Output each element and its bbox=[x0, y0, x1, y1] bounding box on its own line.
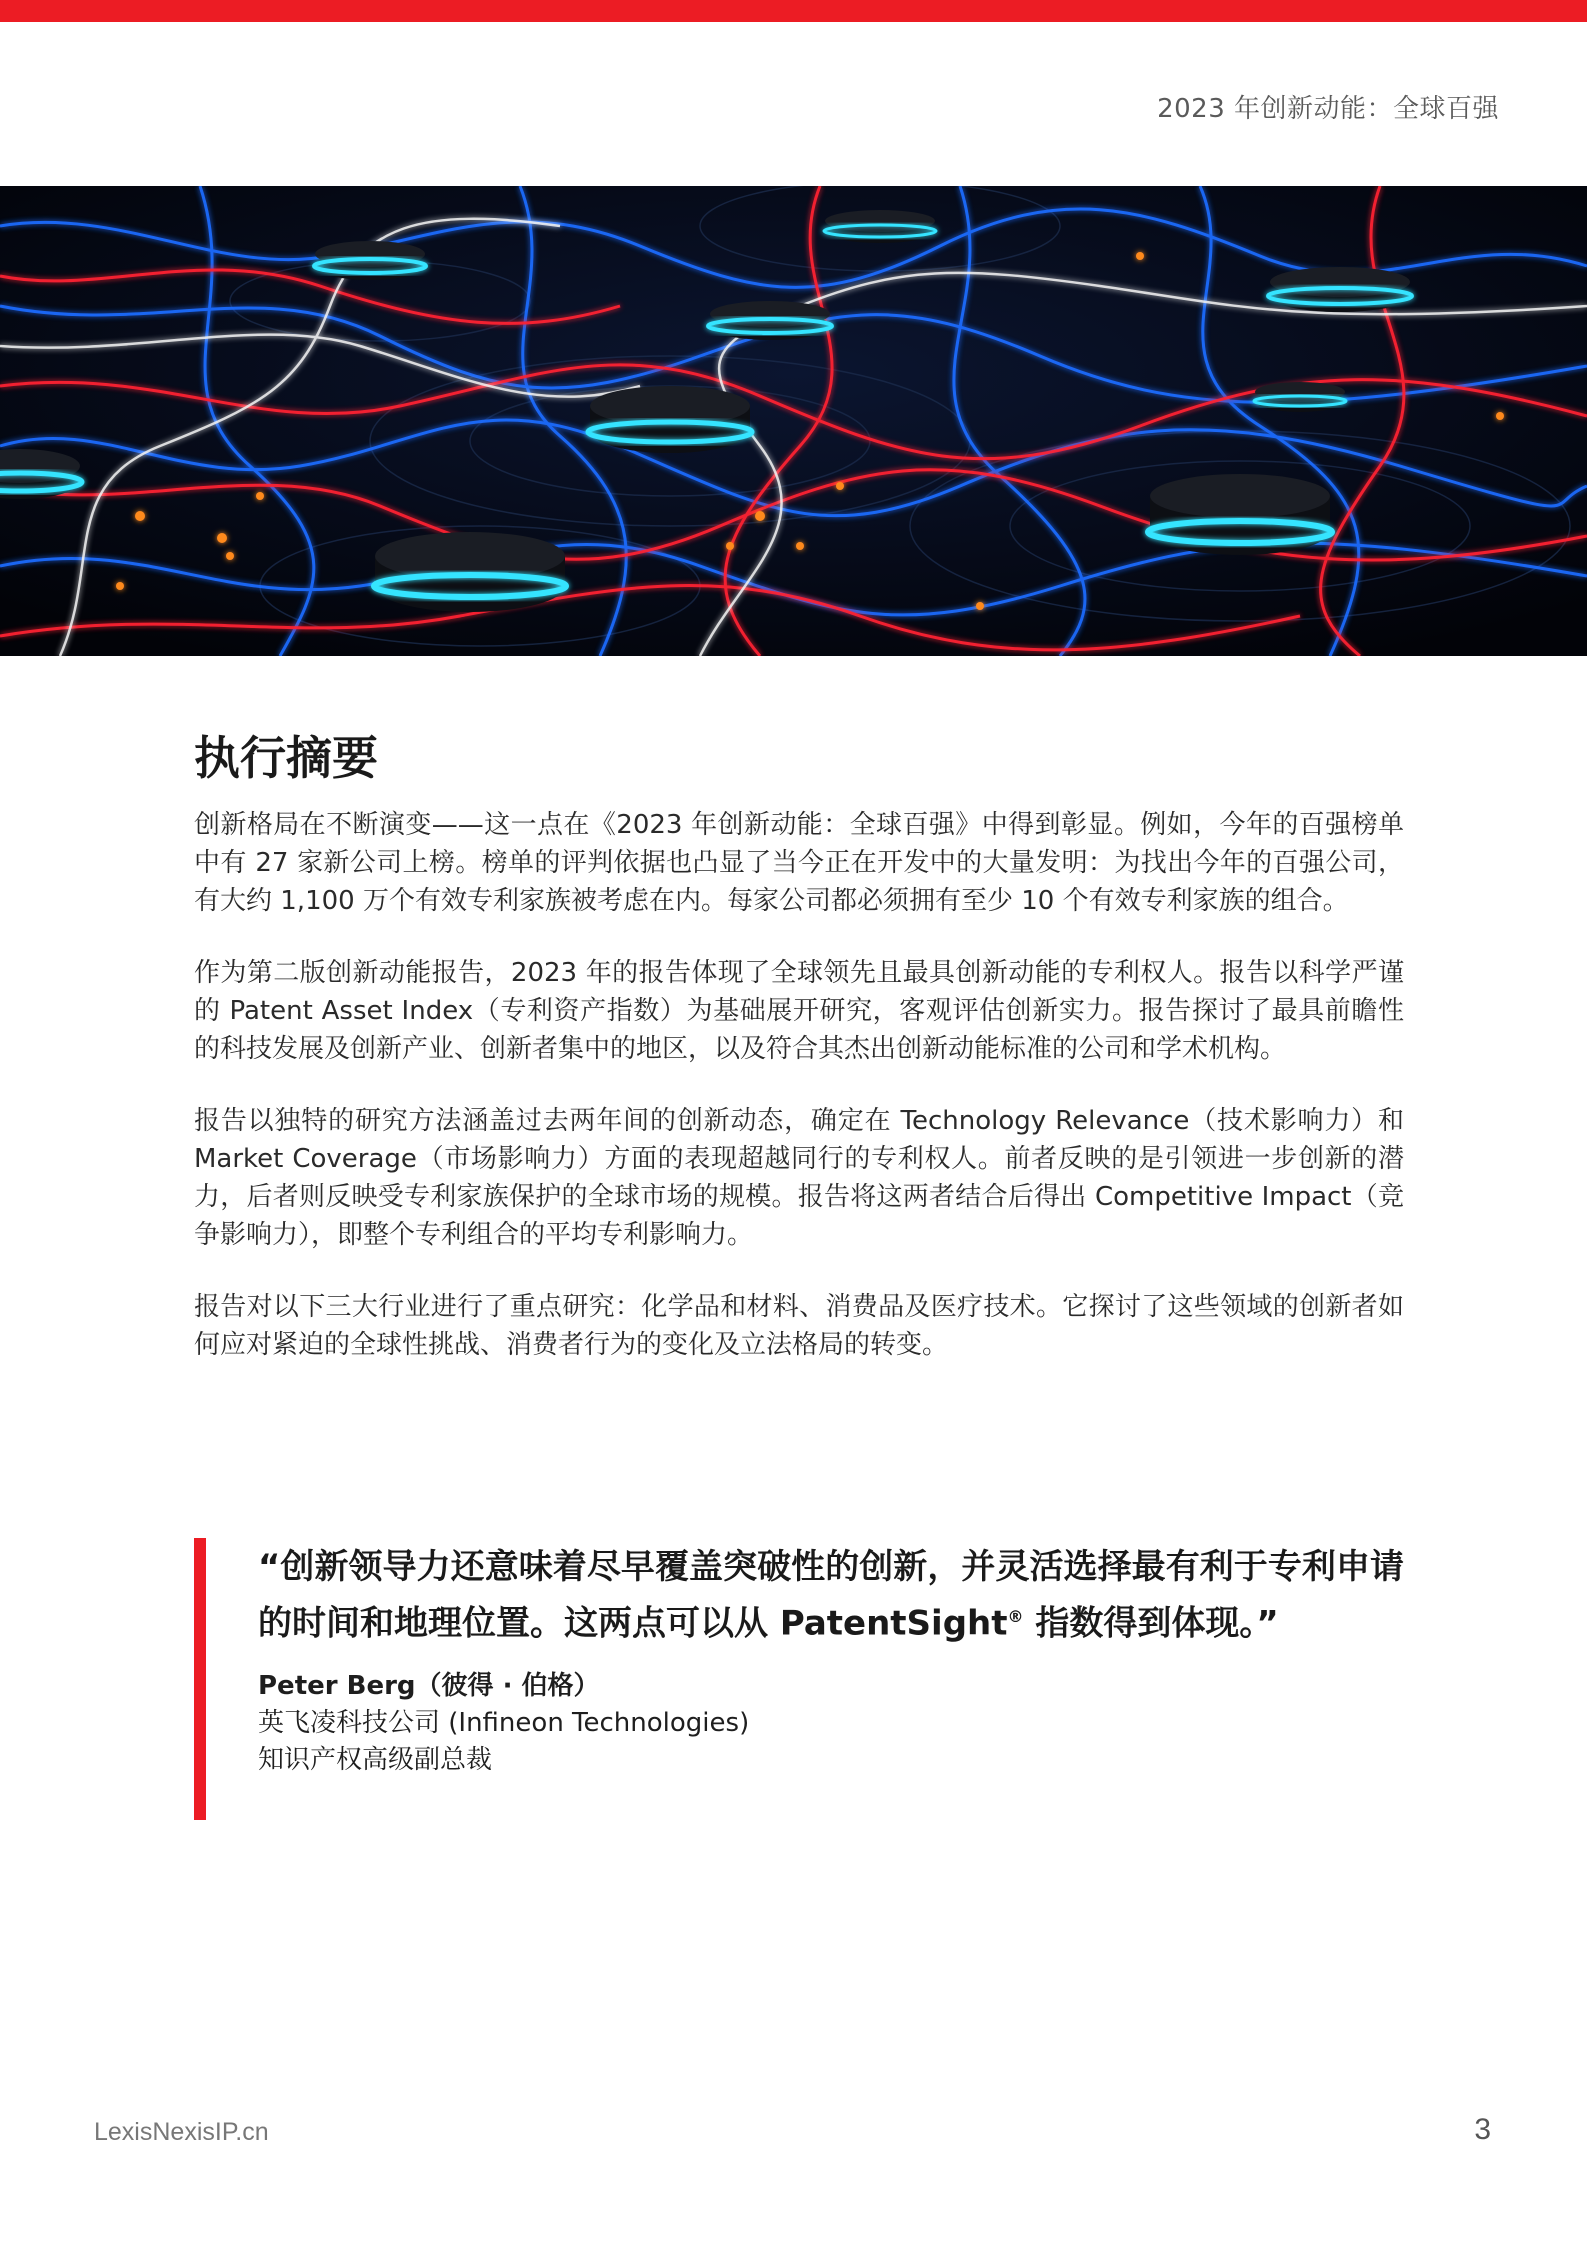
running-header-title: 2023 年创新动能：全球百强 bbox=[1157, 94, 1499, 124]
network-illustration bbox=[0, 186, 1587, 656]
page-number: 3 bbox=[1474, 2113, 1491, 2146]
top-accent-bar bbox=[0, 0, 1587, 22]
attribution-title: 知识产权高级副总裁 bbox=[258, 1745, 493, 1776]
attribution-company: 英飞凌科技公司 (Infineon Technologies) bbox=[258, 1708, 750, 1739]
hero-image bbox=[0, 186, 1587, 656]
paragraph-2: 作为第二版创新动能报告，2023 年的报告体现了全球领先且最具创新动能的专利权人。报告以科学严谨的 Patent Asset Index（专利资产指数）为基础展开研究，客观评估创新实力。报告探讨了最具前瞻性的科技发展及创新产业、创新者集中的地区，以及符合其杰出创新动能标准的公司和学术机构。 bbox=[194, 958, 1404, 1064]
section-title: 执行摘要 bbox=[194, 731, 378, 785]
body-text bbox=[194, 806, 1404, 1398]
attribution-name: Peter Berg（彼得 · 伯格） bbox=[258, 1671, 600, 1702]
paragraph-1: 创新格局在不断演变——这一点在《2023 年创新动能：全球百强》中得到彰显。例如，今年的百强榜单中有 27 家新公司上榜。榜单的评判依据也凸显了当今正在开发中的大量发明：为找出今年的百强公司，有大约 1,100 万个有效专利家族被考虑在内。每家公司都必须拥有至少 10 个有效专利家族的组合。 bbox=[194, 810, 1404, 916]
quote-attribution bbox=[258, 1668, 1404, 1779]
quote-text-end: 指数得到体现。” bbox=[1023, 1603, 1279, 1644]
footer-website: LexisNexisIP.cn bbox=[94, 2118, 269, 2146]
paragraph-4: 报告对以下三大行业进行了重点研究：化学品和材料、消费品及医疗技术。它探讨了这些领域的创新者如何应对紧迫的全球性挑战、消费者行为的变化及立法格局的转变。 bbox=[194, 1292, 1404, 1360]
pull-quote bbox=[194, 1538, 1404, 1820]
registered-mark: ® bbox=[1007, 1607, 1024, 1626]
paragraph-3: 报告以独特的研究方法涵盖过去两年间的创新动态，确定在 Technology Relevance（技术影响力）和 Market Coverage（市场影响力）方面的表现超越同行的专利权人。前者反映的是引领进一步创新的潜力，后者则反映受专利家族保护的全球市场的规模。报告将这两者结合后得出 Competitive Impact（竞争影响力），即整个专利组合的平均专利影响力。 bbox=[194, 1106, 1404, 1250]
quote-text-start: “创新领导力还意味着尽早覆盖突破性的创新，并灵活选择最有利于专利申请的时间和地理位置。这两点可以从 PatentSight bbox=[258, 1547, 1404, 1644]
quote-text bbox=[258, 1542, 1404, 1648]
